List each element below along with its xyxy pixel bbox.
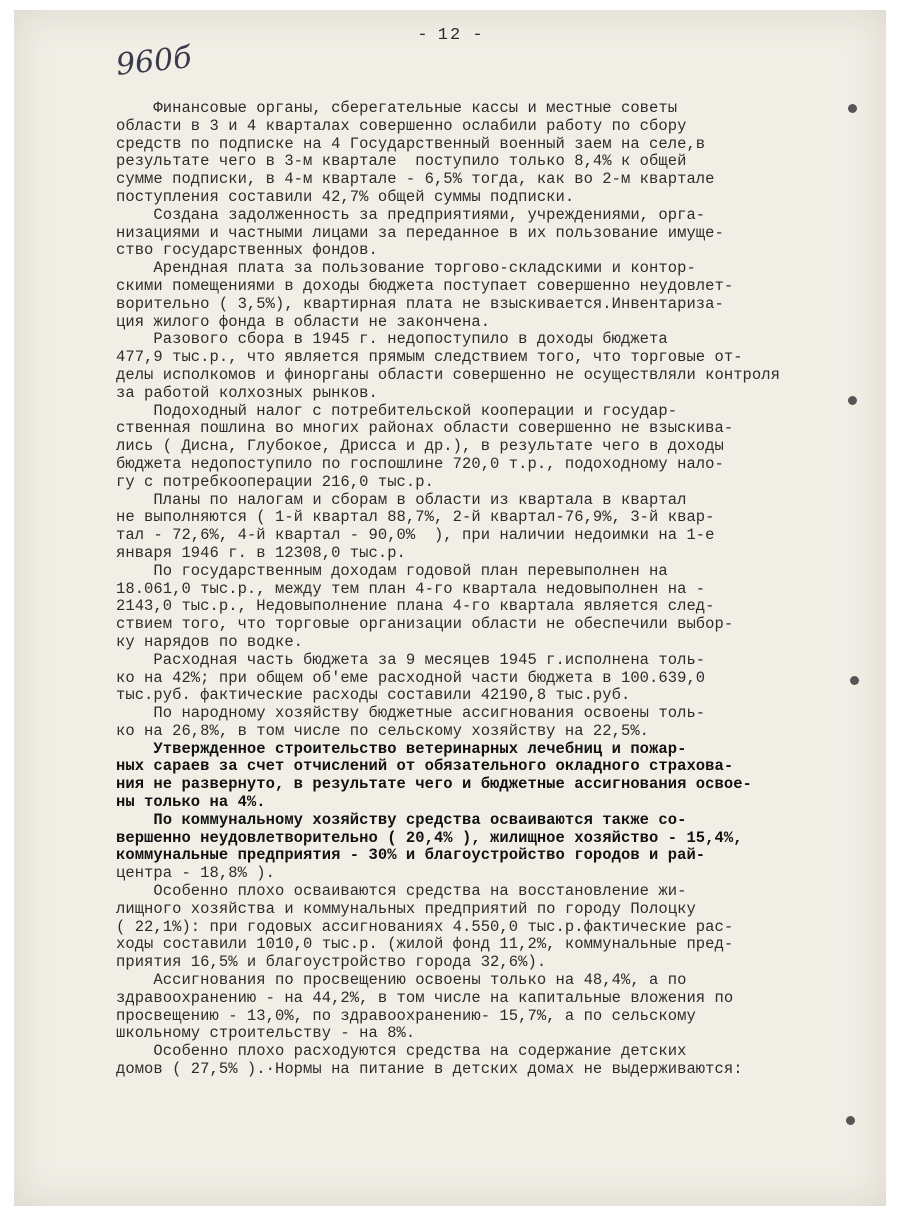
text-line: здравоохранению - на 44,2%, в том числе на капитальные вложения по [116,988,734,1007]
text-line: ция жилого фонда в области не закончена. [116,312,491,331]
text-line: тал - 72,6%, 4-й квартал - 90,0% ), при наличии недоимки на 1-е [116,526,715,545]
text-line: Подоходный налог с потребительской кооперации и государ- [116,401,678,420]
text-line: скими помещениями в доходы бюджета поступает совершенно неудовлет- [116,276,734,295]
text-line: приятия 16,5% и благоустройство города 32,6%). [116,953,547,972]
punch-hole [848,104,857,113]
text-line: Создана задолженность за предприятиями, учреждениями, орга- [116,205,706,224]
text-line: ных сараев за счет отчислений от обязательного окладного страхова- [116,757,734,776]
punch-hole [846,1116,855,1125]
text-line: средств по подписке на 4 Государственный военный заем на селе,в [116,134,706,153]
text-line: ния не развернуто, в результате чего и бюджетные ассигнования освое- [116,775,752,794]
text-line: По государственным доходам годовой план перевыполнен на [116,561,668,580]
text-line: Особенно плохо расходуются средства на содержание детских [116,1042,687,1061]
text-line: коммунальные предприятия - 30% и благоустройство городов и рай- [116,846,706,865]
text-line: домов ( 27,5% ).·Нормы на питание в детских домах не выдерживаются: [116,1060,743,1079]
text-line: результате чего в 3-м квартале поступило только 8,4% к общей [116,152,687,171]
text-line: вершенно неудовлетворительно ( 20,4% ), жилищное хозяйство - 15,4%, [116,828,743,847]
text-line: гу с потребкооперации 216,0 тыс.р. [116,472,434,491]
text-line: Разового сбора в 1945 г. недопоступило в доходы бюджета [116,330,668,349]
handwritten-archive-mark: 960б [114,40,194,83]
text-line: Финансовые органы, сберегательные кассы и местные советы [116,99,678,117]
text-line: 477,9 тыс.р., что является прямым следствием того, что торговые от- [116,348,743,367]
text-line: Арендная плата за пользование торгово-складскими и контор- [116,259,696,278]
text-line: ко на 42%; при общем об'еме расходной части бюджета в 100.639,0 [116,668,706,687]
text-line: ходы составили 1010,0 тыс.р. (жилой фонд 11,2%, коммунальные пред- [116,935,734,954]
text-line: бюджета недопоступило по госпошлине 720,0 т.р., подоходному нало- [116,454,724,473]
punch-hole [848,396,857,405]
text-line: ко на 26,8%, в том числе по сельскому хозяйству на 22,5%. [116,721,650,740]
text-line: ку нарядов по водке. [116,632,304,651]
text-line: Утвержденное строительство ветеринарных лечебниц и пожар- [116,739,687,758]
text-line: тыс.руб. фактические расходы составили 42190,8 тыс.руб. [116,686,631,705]
text-line: Ассигнования по просвещению освоены только на 48,4%, а по [116,971,687,990]
text-line: По коммунальному хозяйству средства осваиваются также со- [116,810,687,829]
text-line: области в 3 и 4 кварталах совершенно ослабили работу по сбору [116,116,687,135]
text-line: По народному хозяйству бюджетные ассигнования освоены толь- [116,704,706,723]
text-line: ны только на 4%. [116,793,266,812]
text-line: низациями и частными лицами за переданное в их пользование имуще- [116,223,724,242]
document-body [116,100,886,1079]
text-line: сумме подписки, в 4-м квартале - 6,5% тогда, как во 2-м квартале [116,170,715,189]
text-line: не выполняются ( 1-й квартал 88,7%, 2-й квартал-76,9%, 3-й квар- [116,508,715,527]
page-number: - 12 - [417,26,483,45]
text-line: Расходная часть бюджета за 9 месяцев 1945 г.исполнена толь- [116,650,706,669]
text-line: января 1946 г. в 12308,0 тыс.р. [116,543,406,562]
text-line: за работой колхозных рынков. [116,383,378,402]
text-line: 2143,0 тыс.р., Недовыполнение плана 4-го квартала является след- [116,597,715,616]
text-line: лись ( Дисна, Глубокое, Дрисса и др.), в результате чего в доходы [116,437,724,456]
text-line: 18.061,0 тыс.р., между тем план 4-го квартала недовыполнен на - [116,579,706,598]
punch-hole [850,676,859,685]
text-line: поступления составили 42,7% общей суммы подписки. [116,187,575,206]
text-line: центра - 18,8% ). [116,864,275,883]
text-line: ( 22,1%): при годовых ассигнованиях 4.550,0 тыс.р.фактические рас- [116,917,734,936]
text-line: лищного хозяйства и коммунальных предприятий по городу Полоцку [116,899,696,918]
text-line: ственная пошлина во многих районах области совершенно не взыскива- [116,419,734,438]
text-line: ворительно ( 3,5%), квартирная плата не взыскивается.Инвентариза- [116,294,724,313]
text-line: делы исполкомов и финорганы области совершенно не осуществляли контроля [116,365,780,384]
text-line: просвещению - 13,0%, по здравоохранению- 15,7%, а по сельскому [116,1006,696,1025]
text-line: ство государственных фондов. [116,241,378,260]
text-line: Планы по налогам и сборам в области из квартала в квартал [116,490,687,509]
text-line: Особенно плохо осваиваются средства на восстановление жи- [116,882,687,901]
text-line: школьному строительству - на 8%. [116,1024,416,1043]
text-line: ствием того, что торговые организации области не обеспечили выбор- [116,615,734,634]
